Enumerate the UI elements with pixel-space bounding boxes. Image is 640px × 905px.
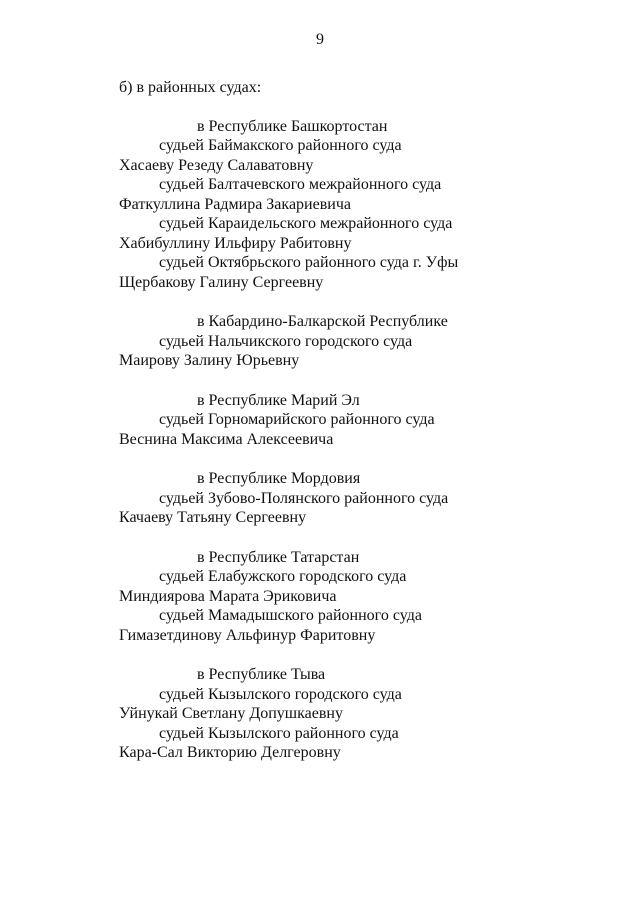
court-name: судьей Горномарийского районного суда bbox=[159, 411, 435, 428]
person-name: Кара-Сал Викторию Делгеровну bbox=[119, 744, 341, 761]
region-title: в Республике Мордовия bbox=[197, 470, 361, 487]
person-name: Веснина Максима Алексеевича bbox=[119, 430, 334, 448]
person-name: Хабибуллину Ильфиру Рабитовну bbox=[119, 234, 352, 252]
region-bashkortostan bbox=[119, 117, 580, 293]
court-name: судьей Караидельского межрайонного суда bbox=[159, 215, 453, 232]
person-name: Уйнукай Светлану Допушкаевну bbox=[119, 705, 343, 722]
person-name: Хасаеву Резеду Салаватовну bbox=[119, 156, 314, 174]
court-name: судьей Кызылского районного суда bbox=[159, 724, 399, 742]
court-name: судьей Зубово-Полянского районного суда bbox=[159, 489, 449, 507]
region-title: в Республике Башкортостан bbox=[197, 117, 388, 135]
person-name: Щербакову Галину Сергеевну bbox=[119, 273, 324, 291]
person-name: Миндиярова Марата Эриковича bbox=[119, 587, 337, 605]
court-name: судьей Балтачевского межрайонного суда bbox=[159, 176, 442, 193]
court-name: судьей Елабужского городского суда bbox=[159, 568, 407, 585]
document-body bbox=[119, 78, 580, 783]
region-title: в Республике Тыва bbox=[197, 666, 326, 683]
court-name: судьей Нальчикского городского суда bbox=[159, 332, 413, 350]
person-name: Маирову Залину Юрьевну bbox=[119, 352, 300, 369]
person-name: Фаткуллина Радмира Закариевича bbox=[119, 195, 351, 213]
court-name: судьей Баймакского районного суда bbox=[159, 137, 402, 154]
region-mari-el bbox=[119, 391, 580, 450]
region-title: в Республике Марий Эл bbox=[197, 391, 360, 409]
court-name: судьей Кызылского городского суда bbox=[159, 685, 402, 703]
section-heading: б) в районных судах: bbox=[119, 79, 262, 96]
court-name: судьей Октябрьского районного суда г. Уфы bbox=[159, 254, 459, 271]
court-name: судьей Мамадышского районного суда bbox=[159, 607, 422, 624]
region-tyva bbox=[119, 665, 580, 763]
person-name: Гимазетдинову Альфинур Фаритовну bbox=[119, 626, 376, 644]
region-mordovia bbox=[119, 469, 580, 528]
region-title: в Республике Татарстан bbox=[197, 548, 360, 566]
page-number: 9 bbox=[316, 31, 324, 48]
region-tatarstan bbox=[119, 548, 580, 646]
person-name: Качаеву Татьяну Сергеевну bbox=[119, 509, 307, 526]
region-title: в Кабардино-Балкарской Республике bbox=[197, 313, 448, 330]
region-kabardino-balkaria bbox=[119, 312, 580, 371]
